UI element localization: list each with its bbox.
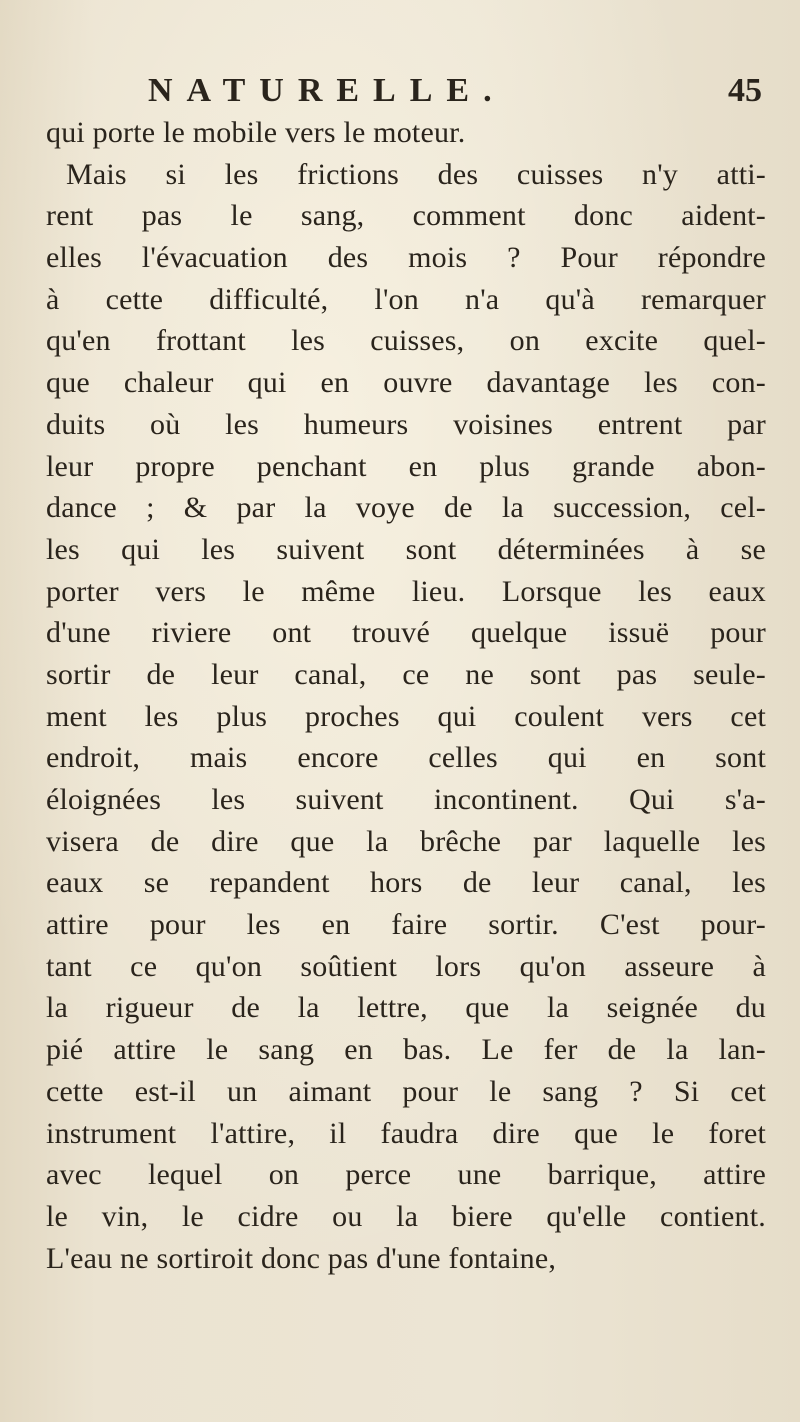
text-line: éloignées les suivent incontinent. Qui s'a-	[46, 783, 766, 816]
text-line: Mais si les frictions des cuisses n'y atti-	[66, 157, 766, 191]
text-line: le vin, le cidre ou la biere qu'elle contient.	[46, 1199, 766, 1233]
text-line: avec lequel on perce une barrique, attire	[46, 1158, 766, 1192]
text-line: les qui les suivent sont déterminées à se	[46, 532, 766, 566]
text-line: pié attire le sang en bas. Le fer de la lan-	[46, 1033, 766, 1067]
text-line: eaux se repandent hors de leur canal, les	[46, 866, 766, 900]
text-line: cette est-il un aimant pour le sang ? Si cet	[46, 1074, 766, 1108]
text-line: sortir de leur canal, ce ne sont pas seule-	[46, 657, 766, 691]
text-line: L'eau ne sortiroit donc pas d'une fontaine,	[46, 1241, 557, 1275]
text-line: qui porte le mobile vers le moteur.	[46, 116, 466, 149]
text-line: visera de dire que la brêche par laquelle les	[46, 824, 766, 858]
text-line: rent pas le sang, comment donc aident-	[46, 199, 766, 233]
text-line: attire pour les en faire sortir. C'est pour-	[46, 908, 766, 942]
text-line: leur propre penchant en plus grande abon-	[46, 449, 766, 483]
text-line: tant ce qu'on soûtient lors qu'on asseure à	[46, 949, 766, 983]
body-text	[46, 112, 766, 1279]
text-line: endroit, mais encore celles qui en sont	[46, 741, 766, 775]
page-number: 45	[728, 72, 762, 109]
text-line: instrument l'attire, il faudra dire que le foret	[46, 1116, 766, 1150]
text-line: à cette difficulté, l'on n'a qu'à remarquer	[46, 282, 766, 316]
text-line: porter vers le même lieu. Lorsque les eaux	[46, 574, 766, 608]
text-line: qu'en frottant les cuisses, on excite quel-	[46, 324, 766, 358]
text-line: elles l'évacuation des mois ? Pour répondre	[46, 241, 766, 275]
text-line: duits où les humeurs voisines entrent par	[46, 407, 766, 441]
text-line: d'une riviere ont trouvé quelque issuë pour	[46, 616, 766, 650]
text-line: dance ; & par la voye de la succession, cel-	[46, 491, 766, 525]
running-title: NATURELLE.	[148, 72, 506, 109]
text-line: que chaleur qui en ouvre davantage les con-	[46, 366, 766, 400]
text-line: la rigueur de la lettre, que la seignée du	[46, 991, 766, 1025]
text-line: ment les plus proches qui coulent vers cet	[46, 699, 766, 733]
running-head	[0, 62, 800, 112]
